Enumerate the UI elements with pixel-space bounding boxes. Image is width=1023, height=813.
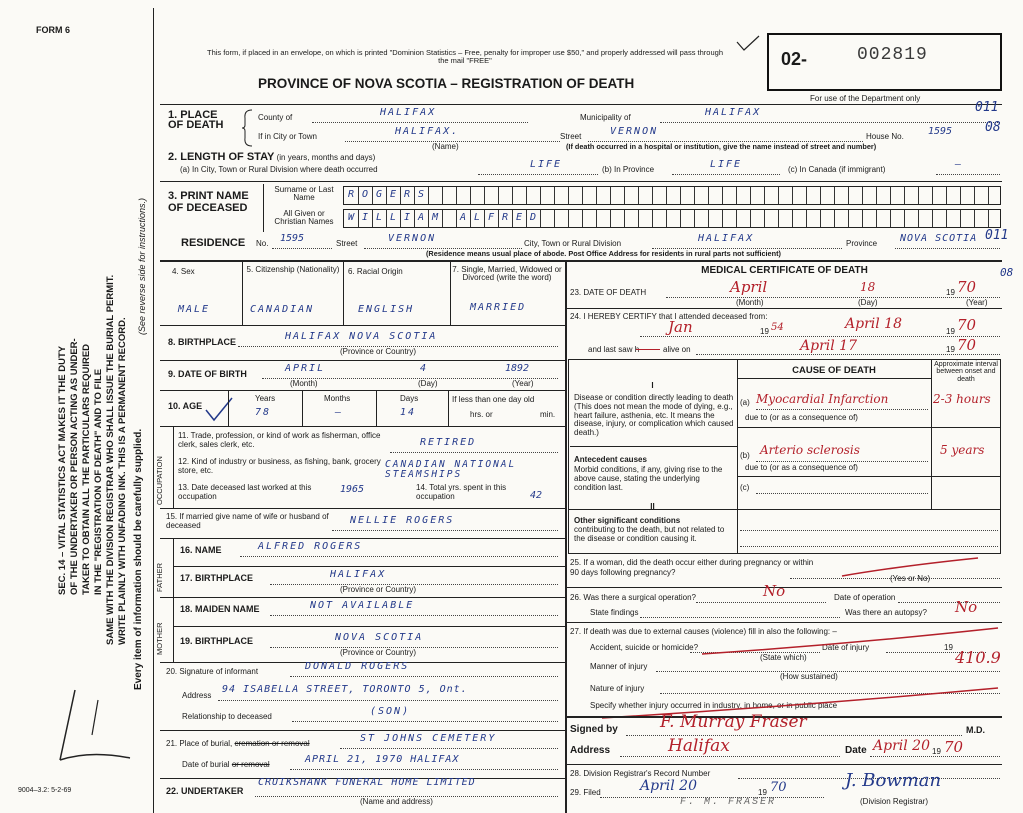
cause-c-label: (c) (740, 483, 750, 492)
informant-value: DONALD ROGERS (305, 661, 410, 672)
code-08-a: 08 (985, 120, 1001, 135)
signed-by-label: Signed by (570, 724, 618, 735)
trade-value: RETIRED (420, 437, 477, 448)
county-value: HALIFAX (380, 107, 437, 118)
total-yrs-label: 14. Total yrs. spent in this occupation (416, 483, 507, 501)
house-no-value: 1595 (928, 126, 953, 137)
column-divider (565, 260, 567, 813)
initial-mark-icon (50, 680, 140, 770)
dob-day-sub: (Day) (418, 379, 438, 388)
signed-date-label: Date (845, 745, 867, 756)
antecedent-title: Antecedent causes (574, 455, 647, 464)
days-label: Days (400, 394, 419, 403)
yes-no-sub: (Yes or No) (890, 574, 931, 583)
surname-boxes (343, 186, 1001, 205)
interval-b: 5 years (940, 443, 985, 457)
fraser-print: F. M. FRASER (680, 797, 777, 808)
cause-b-value: Arterio sclerosis (760, 443, 860, 457)
side-text-1: SEC. 14 – VITAL STATISTICS ACT MAKES IT THE DUTY (57, 345, 68, 595)
surname-letter: O (362, 189, 371, 200)
mother-birthplace-label: 19. BIRTHPLACE (180, 636, 254, 646)
spouse-label: 15. If married give name of wife or husband of deceased (166, 512, 329, 531)
surname-letter: G (376, 189, 385, 200)
hospital-note: (If death occurred in a hospital or institution, give the name instead of street and number) (566, 142, 877, 151)
attended-to-prefix: 19 (946, 327, 955, 336)
roman-2: II (650, 502, 655, 511)
how-sustained-sub: (How sustained) (780, 672, 838, 681)
woman-label: 25. If a woman, did the death occur either during pregnancy or within 90 days following pregnancy? (570, 558, 814, 578)
industry-value: CANADIAN NATIONAL STEAMSHIPS (385, 459, 517, 480)
stay-province-value: LIFE (710, 159, 743, 170)
res-no-value: 1595 (280, 233, 305, 244)
print-code: 9004–3.2: 5-2-69 (18, 787, 72, 794)
dob-year-sub: (Year) (512, 379, 534, 388)
roman-1: I (651, 381, 654, 390)
date-of-death-label: 23. DATE OF DEATH (570, 288, 647, 297)
mother-side-label: MOTHER (155, 622, 164, 655)
sex-value: MALE (178, 304, 211, 315)
father-name-label: 16. NAME (180, 545, 222, 555)
age-label: 10. AGE (168, 401, 203, 411)
marital-label: 7. Single, Married, Widowed or Divorced (write the word) (452, 265, 562, 283)
street-value: VERNON (610, 126, 659, 137)
given-letter: D (530, 212, 539, 223)
occupation-side-label: OCCUPATION (155, 456, 164, 505)
signed-date-value: April 20 (873, 738, 930, 754)
mother-maiden-value: NOT AVAILABLE (310, 600, 415, 611)
antecedent-text: Morbid conditions, if any, giving rise to the above cause, stating the underlying condition last. (574, 465, 723, 492)
reg-number: 002819 (857, 45, 928, 65)
stay-canada-label: (c) In Canada (if immigrant) (788, 165, 886, 174)
surgical-value: No (763, 582, 786, 600)
rule (160, 104, 1002, 105)
age-months: — (335, 407, 344, 418)
given-letter: F (488, 212, 497, 223)
birthplace-value: HALIFAX NOVA SCOTIA (285, 331, 438, 342)
burial-date-value: APRIL 21, 1970 HALIFAX (305, 754, 460, 765)
total-yrs-value: 42 (530, 490, 543, 501)
code-011-a: 011 (975, 100, 999, 115)
mother-birthplace-value: NOVA SCOTIA (335, 632, 424, 643)
given-letter: L (390, 212, 399, 223)
mail-notice: This form, if placed in an envelope, on which is printed "Dominion Statistics – Free, penalty for improper use $50," and properly addressed will pass through the mail "FREE" (206, 48, 723, 65)
given-label: All Given or Christian Names (274, 209, 334, 227)
street-label: Street (560, 132, 582, 141)
md-label: M.D. (966, 725, 985, 735)
surname-letter: R (348, 189, 357, 200)
dob-year: 1892 (505, 363, 530, 374)
industry-label: 12. Kind of industry or business, as fishing, bank, grocery store, etc. (178, 457, 381, 475)
attended-from-year: 54 (771, 322, 784, 333)
death-day-sub: (Day) (858, 298, 878, 307)
undertaker-sub: (Name and address) (360, 797, 433, 806)
form-title: PROVINCE OF NOVA SCOTIA – REGISTRATION OF DEATH (258, 76, 635, 91)
date-of-op-label: Date of operation (834, 593, 896, 602)
stay-city-value: LIFE (530, 159, 563, 170)
signed-address-label: Address (570, 745, 611, 756)
last-worked-label: 13. Date deceased last worked at this occupation (178, 483, 312, 501)
death-day: 18 (860, 280, 876, 294)
age-days: 14 (400, 407, 417, 418)
given-letter: L (376, 212, 385, 223)
print-name-label: 3. PRINT NAME OF DECEASED (168, 190, 249, 214)
last-saw-label: and last saw h (588, 345, 640, 354)
father-side-label: FATHER (155, 562, 164, 592)
other-text: contributing to the death, but not related to the disease or condition causing it. (574, 525, 725, 543)
tick-mark-icon (204, 396, 234, 426)
spouse-value: NELLIE ROGERS (350, 515, 455, 526)
side-text-5: SAME WITH THE DIVISION REGISTRAR WHO SHALL ISSUE THE BURIAL PERMIT. (105, 274, 116, 645)
racial-label: 6. Racial Origin (348, 267, 403, 276)
disease-text: Disease or condition directly leading to death (This does not mean the mode of dying, e.g., heart failure, asthenia, etc. It means the disease, injury, or complication which caused death.) (574, 393, 734, 438)
given-letter: I (404, 212, 413, 223)
accident-label: Accident, suicide or homicide? (590, 643, 699, 652)
length-of-stay-label: 2. LENGTH OF STAY (in years, months and days) (168, 151, 376, 163)
municipality-label: Municipality of (580, 113, 631, 122)
given-letter: R (502, 212, 511, 223)
side-text-6: WRITE PLAINLY WITH UNFADING INK. THIS IS A PERMANENT RECORD. (117, 317, 128, 645)
last-saw-prefix: 19 (946, 345, 955, 354)
racial-value: ENGLISH (358, 304, 415, 315)
mother-prov-sub: (Province or Country) (340, 648, 417, 657)
attended-to-year: 70 (957, 316, 977, 334)
medical-cert-title: MEDICAL CERTIFICATE OF DEATH (701, 265, 868, 276)
months-label: Months (324, 394, 351, 403)
side-text-3: TAKER TO OBTAIN ALL THE PARTICULARS REQUIRED (81, 343, 92, 595)
manner-label: Manner of injury (590, 662, 648, 671)
relationship-label: Relationship to deceased (182, 712, 272, 721)
interval-a: 2-3 hours (933, 392, 991, 406)
marital-value: MARRIED (470, 302, 527, 313)
date-injury-prefix: 19 (944, 643, 953, 652)
informant-address-label: Address (182, 691, 212, 700)
filed-date-value: April 20 (640, 778, 697, 794)
attended-to: April 18 (845, 316, 902, 332)
citizenship-value: CANADIAN (250, 304, 315, 315)
signed-year-prefix: 19 (932, 747, 941, 756)
brace-icon (240, 108, 254, 148)
res-city-label: City, Town or Rural Division (524, 239, 622, 248)
dob-day: 4 (420, 363, 429, 374)
check-mark-icon (735, 34, 761, 54)
side-text-2: OF THE UNDERTAKER OR PERSON ACTING AS UNDER- (69, 338, 80, 595)
age-years: 78 (255, 407, 272, 418)
code-410-9: 410.9 (955, 648, 1001, 667)
last-saw-value: April 17 (800, 338, 857, 354)
citizenship-label: 5. Citizenship (Nationality) (246, 265, 340, 274)
min-label: min. (540, 410, 556, 419)
surname-label: Surname or Last Name (274, 185, 334, 203)
father-name-value: ALFRED ROGERS (258, 541, 363, 552)
relationship-value: (SON) (370, 706, 411, 717)
cause-b-label: (b) (740, 451, 750, 460)
reg-prefix: 02- (781, 49, 808, 69)
autopsy-value: No (955, 598, 978, 616)
given-letter: W (348, 212, 357, 223)
surgical-label: 26. Was there a surgical operation? (570, 593, 696, 602)
undertaker-value: CRUIKSHANK FUNERAL HOME LIMITED (258, 777, 476, 788)
surname-letter: R (404, 189, 413, 200)
nature-label: Nature of injury (590, 684, 645, 693)
municipality-value: HALIFAX (705, 107, 762, 118)
father-birthplace-value: HALIFAX (330, 569, 387, 580)
cause-a-label: (a) (740, 398, 750, 407)
given-name-boxes (343, 209, 1001, 228)
certify-label: 24. I HEREBY CERTIFY that I attended deceased from: (570, 312, 768, 321)
father-prov-sub: (Province or Country) (340, 585, 417, 594)
external-label: 27. If death was due to external causes (violence) fill in also the following: – (570, 627, 837, 636)
residence-note: (Residence means usual place of abode. Post Office Address for residents in rural parts not sufficient) (426, 249, 781, 258)
code-08-b: 08 (1000, 266, 1014, 279)
surname-letter: S (418, 189, 427, 200)
specify-label: Specify whether injury occurred in industry, in home, or in public place (590, 701, 838, 710)
date-injury-label: Date of injury (822, 643, 870, 652)
less-than-day: If less than one day old (452, 395, 535, 404)
registration-number-box (767, 33, 1002, 91)
alive-on-label: alive on (663, 345, 691, 354)
stay-city-label: (a) In City, Town or Rural Division where death occurred (180, 165, 378, 174)
filed-year: 70 (770, 780, 787, 795)
informant-label: 20. Signature of informant (166, 667, 259, 676)
last-worked-value: 1965 (340, 484, 365, 495)
house-no-label: House No. (866, 132, 904, 141)
autopsy-label: Was there an autopsy? (845, 608, 927, 617)
stay-canada-value: — (955, 159, 964, 170)
given-letter: E (516, 212, 525, 223)
attended-from: Jan (668, 318, 693, 336)
side-text-4: IN THE "REGISTRATION OF DEATH" AND TO FILE (93, 368, 104, 595)
prov-country-sub: (Province or Country) (340, 347, 417, 356)
given-letter: A (460, 212, 469, 223)
side-text-7: Every item of information should be carefully supplied. (133, 428, 144, 690)
div-record-label: 28. Division Registrar's Record Number (570, 769, 711, 778)
res-province-value: NOVA SCOTIA (900, 233, 978, 244)
res-city-value: HALIFAX (698, 233, 755, 244)
mother-maiden-label: 18. MAIDEN NAME (180, 604, 260, 614)
years-label: Years (255, 394, 276, 403)
signed-address-value: Halifax (668, 736, 730, 756)
undertaker-label: 22. UNDERTAKER (166, 786, 244, 796)
dob-month: APRIL (285, 363, 326, 374)
approx-interval-label: Approximate interval between onset and death (934, 361, 998, 383)
surname-letter: E (390, 189, 399, 200)
hrs-or: hrs. or (470, 410, 493, 419)
state-which-sub: (State which) (760, 653, 807, 662)
res-province-label: Province (846, 239, 878, 248)
city-name-sub: (Name) (432, 142, 459, 151)
given-letter: M (432, 212, 441, 223)
due-to-b: due to (or as a consequence of) (745, 463, 858, 472)
dept-use: For use of the Department only (810, 94, 921, 103)
dob-label: 9. DATE OF BIRTH (168, 369, 247, 379)
sex-label: 4. Sex (172, 267, 195, 276)
trade-label: 11. Trade, profession, or kind of work as fisherman, office clerk, sales clerk, etc. (178, 431, 381, 449)
filed-year-prefix: 19 (758, 788, 767, 797)
res-street-label: Street (336, 239, 358, 248)
attended-from-prefix: 19 (760, 327, 769, 336)
city-value: HALIFAX. (395, 126, 460, 137)
father-birthplace-label: 17. BIRTHPLACE (180, 573, 254, 583)
dob-month-sub: (Month) (290, 379, 318, 388)
res-street-value: VERNON (388, 233, 437, 244)
county-label: County of (258, 113, 293, 122)
burial-label: 21. Place of burial, cremation or removal (166, 739, 310, 748)
cause-a-value: Myocardial Infarction (756, 392, 889, 406)
filed-label: 29. Filed (570, 788, 601, 797)
signed-by-value: F. Murray Fraser (660, 712, 807, 732)
given-letter: L (474, 212, 483, 223)
given-letter: I (362, 212, 371, 223)
city-label: If in City or Town (258, 132, 317, 141)
death-month: April (730, 278, 768, 296)
side-text-8: (See reverse side for instructions.) (137, 197, 147, 335)
last-saw-year: 70 (957, 336, 977, 354)
stay-province-label: (b) In Province (602, 165, 655, 174)
state-findings-label: State findings (590, 608, 639, 617)
death-year-prefix: 19 (946, 288, 955, 297)
form-number: FORM 6 (36, 25, 71, 35)
cause-title: CAUSE OF DEATH (792, 365, 876, 376)
registrar-signature: J. Bowman (845, 770, 942, 791)
due-to-a: due to (or as a consequence of) (745, 413, 858, 422)
burial-place-value: ST JOHNS CEMETERY (360, 733, 497, 744)
death-month-sub: (Month) (736, 298, 764, 307)
given-letter: A (418, 212, 427, 223)
other-title: Other significant conditions (574, 516, 681, 525)
death-year-sub: (Year) (966, 298, 988, 307)
death-year: 70 (957, 278, 977, 296)
burial-date-label: Date of burial or removal (182, 760, 270, 769)
div-registrar-sub: (Division Registrar) (860, 797, 929, 806)
res-no-label: No. (256, 239, 269, 248)
code-011-b: 011 (985, 228, 1009, 243)
margin-rule (153, 8, 154, 813)
place-of-death-label: 1. PLACE OF DEATH (168, 109, 224, 132)
residence-label: RESIDENCE (181, 237, 246, 249)
signed-year: 70 (944, 738, 964, 756)
informant-address-value: 94 ISABELLA STREET, TORONTO 5, Ont. (222, 684, 468, 695)
birthplace-label: 8. BIRTHPLACE (168, 337, 237, 347)
